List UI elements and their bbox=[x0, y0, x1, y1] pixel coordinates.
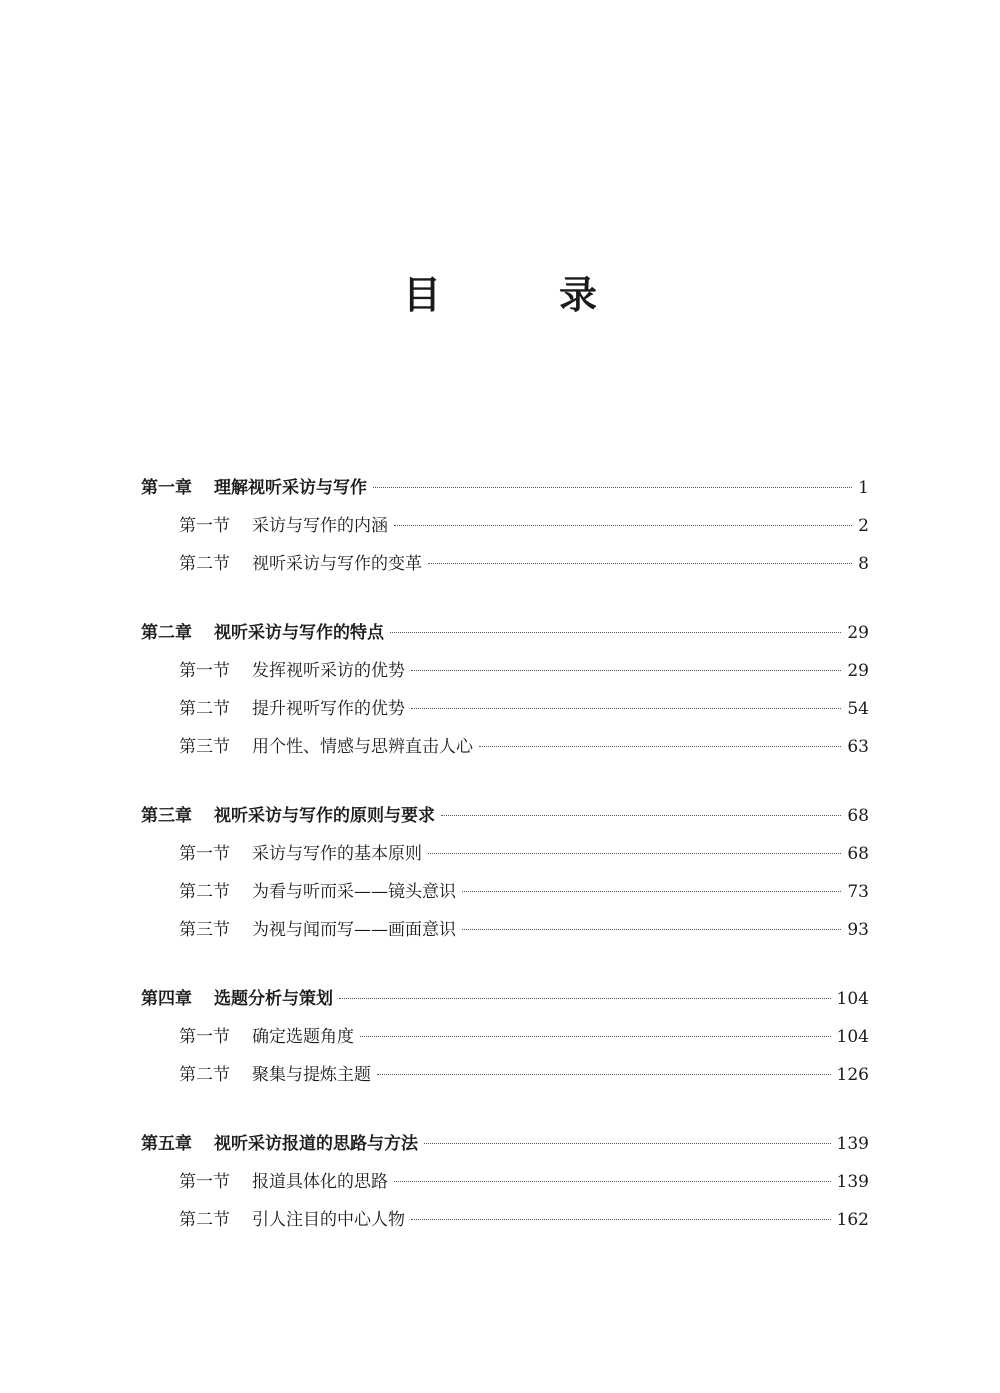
section-entry[interactable] bbox=[141, 545, 869, 583]
chapter-number: 第四章 bbox=[141, 989, 192, 1009]
dot-leader bbox=[411, 1219, 831, 1220]
page-title: 目 录 bbox=[402, 272, 637, 317]
section-title: 为视与闻而写——画面意识 bbox=[252, 920, 456, 940]
dot-leader bbox=[428, 853, 841, 854]
chapter-number: 第三章 bbox=[141, 806, 192, 826]
dot-leader bbox=[462, 929, 841, 930]
chapter-3 bbox=[141, 797, 869, 949]
section-number: 第一节 bbox=[179, 1027, 230, 1047]
section-title: 发挥视听采访的优势 bbox=[252, 661, 405, 681]
dot-leader bbox=[377, 1074, 831, 1075]
section-entry[interactable] bbox=[141, 1201, 869, 1239]
chapter-title: 理解视听采访与写作 bbox=[214, 478, 367, 498]
section-entry[interactable] bbox=[141, 1056, 869, 1094]
chapter-number: 第一章 bbox=[141, 478, 192, 498]
dot-leader bbox=[424, 1143, 831, 1144]
dot-leader bbox=[360, 1036, 831, 1037]
page-number: 93 bbox=[847, 920, 869, 940]
chapter-title: 视听采访与写作的原则与要求 bbox=[214, 806, 435, 826]
chapter-2 bbox=[141, 614, 869, 766]
chapter-title: 视听采访报道的思路与方法 bbox=[214, 1134, 418, 1154]
section-entry[interactable] bbox=[141, 1163, 869, 1201]
section-title: 视听采访与写作的变革 bbox=[252, 554, 422, 574]
page-number: 68 bbox=[847, 844, 869, 864]
chapter-entry[interactable] bbox=[141, 469, 869, 507]
section-title: 采访与写作的内涵 bbox=[252, 516, 388, 536]
section-entry[interactable] bbox=[141, 873, 869, 911]
chapter-number: 第二章 bbox=[141, 623, 192, 643]
section-title: 聚集与提炼主题 bbox=[252, 1065, 371, 1085]
section-title: 采访与写作的基本原则 bbox=[252, 844, 422, 864]
section-entry[interactable] bbox=[141, 911, 869, 949]
chapter-1 bbox=[141, 469, 869, 583]
dot-leader bbox=[394, 1181, 831, 1182]
dot-leader bbox=[373, 487, 852, 488]
section-title: 确定选题角度 bbox=[252, 1027, 354, 1047]
section-title: 引人注目的中心人物 bbox=[252, 1210, 405, 1230]
section-number: 第二节 bbox=[179, 882, 230, 902]
section-entry[interactable] bbox=[141, 652, 869, 690]
section-entry[interactable] bbox=[141, 835, 869, 873]
table-of-contents bbox=[141, 469, 869, 1270]
page-number: 139 bbox=[836, 1134, 869, 1154]
page-number: 54 bbox=[847, 699, 869, 719]
chapter-entry[interactable] bbox=[141, 980, 869, 1018]
page-number: 63 bbox=[847, 737, 869, 757]
section-entry[interactable] bbox=[141, 1018, 869, 1056]
page-number: 68 bbox=[847, 806, 869, 826]
page-number: 29 bbox=[847, 623, 869, 643]
dot-leader bbox=[411, 670, 841, 671]
section-entry[interactable] bbox=[141, 690, 869, 728]
section-title: 提升视听写作的优势 bbox=[252, 699, 405, 719]
section-number: 第一节 bbox=[179, 1172, 230, 1192]
chapter-number: 第五章 bbox=[141, 1134, 192, 1154]
page-number: 126 bbox=[836, 1065, 869, 1085]
section-number: 第二节 bbox=[179, 1065, 230, 1085]
page-number: 73 bbox=[847, 882, 869, 902]
section-title: 为看与听而采——镜头意识 bbox=[252, 882, 456, 902]
section-number: 第二节 bbox=[179, 1210, 230, 1230]
chapter-entry[interactable] bbox=[141, 614, 869, 652]
page-number: 162 bbox=[836, 1210, 869, 1230]
section-number: 第三节 bbox=[179, 920, 230, 940]
dot-leader bbox=[394, 525, 852, 526]
chapter-entry[interactable] bbox=[141, 797, 869, 835]
dot-leader bbox=[411, 708, 841, 709]
dot-leader bbox=[390, 632, 841, 633]
section-entry[interactable] bbox=[141, 507, 869, 545]
dot-leader bbox=[428, 563, 852, 564]
section-number: 第一节 bbox=[179, 844, 230, 864]
dot-leader bbox=[479, 746, 841, 747]
dot-leader bbox=[339, 998, 831, 999]
dot-leader bbox=[441, 815, 841, 816]
page-number: 104 bbox=[836, 1027, 869, 1047]
section-number: 第三节 bbox=[179, 737, 230, 757]
section-title: 用个性、情感与思辨直击人心 bbox=[252, 737, 473, 757]
section-number: 第一节 bbox=[179, 661, 230, 681]
page-number: 8 bbox=[858, 554, 869, 574]
page-number: 139 bbox=[836, 1172, 869, 1192]
section-entry[interactable] bbox=[141, 728, 869, 766]
dot-leader bbox=[462, 891, 841, 892]
page-number: 29 bbox=[847, 661, 869, 681]
chapter-entry[interactable] bbox=[141, 1125, 869, 1163]
section-title: 报道具体化的思路 bbox=[252, 1172, 388, 1192]
chapter-4 bbox=[141, 980, 869, 1094]
section-number: 第一节 bbox=[179, 516, 230, 536]
chapter-5 bbox=[141, 1125, 869, 1239]
section-number: 第二节 bbox=[179, 699, 230, 719]
chapter-title: 选题分析与策划 bbox=[214, 989, 333, 1009]
page-number: 104 bbox=[836, 989, 869, 1009]
chapter-title: 视听采访与写作的特点 bbox=[214, 623, 384, 643]
page-number: 2 bbox=[858, 516, 869, 536]
page-number: 1 bbox=[858, 478, 869, 498]
section-number: 第二节 bbox=[179, 554, 230, 574]
